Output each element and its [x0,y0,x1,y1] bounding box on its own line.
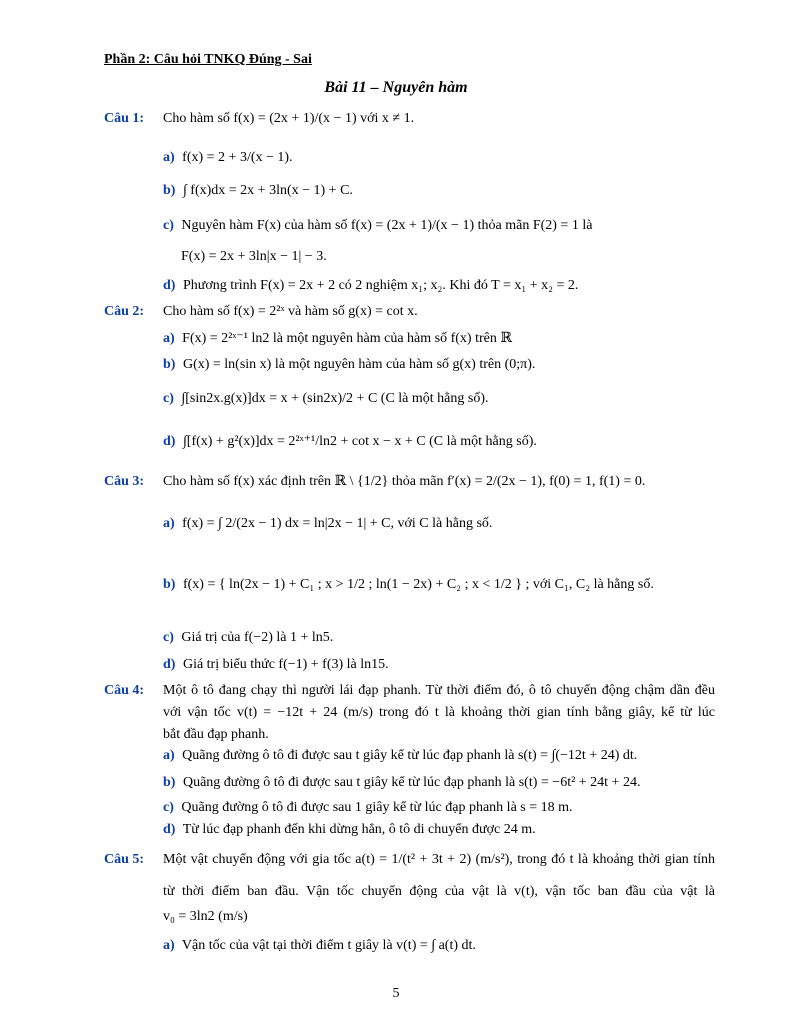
question-3-option-c [163,628,715,648]
question-2-option-c [163,389,715,409]
question-1-stem: Cho hàm số f(x) = (2x + 1)/(x − 1) với x ≠ 1. [163,111,415,126]
question-5-stem-line-3: v₀ = 3ln2 (m/s) [163,909,248,924]
question-2-option-d [163,432,715,452]
question-4-option-c [163,798,715,818]
question-1-label: Câu 1: [104,111,145,126]
option-text: Từ lúc đạp phanh đến khi dừng hẳn, ô tô di chuyển được 24 m. [182,822,536,837]
option-key: b) [163,577,176,592]
question-3-option-b [163,575,715,595]
option-text: Quãng đường ô tô đi được sau t giây kể từ lúc đạp phanh là s(t) = −6t² + 24t + 24. [182,775,641,790]
option-text: Vận tốc của vật tại thời điểm t giây là v(t) = ∫ a(t) dt. [181,938,476,953]
option-text: Giá trị biểu thức f(−1) + f(3) là ln15. [182,657,389,672]
question-1-option-a [163,148,715,168]
option-key: c) [163,218,174,233]
option-key: d) [163,434,176,449]
question-5-stem-line-2: từ thời điểm ban đầu. Vận tốc chuyển động của vật là v(t), vận tốc ban đầu của vật là [163,884,715,899]
question-5-stem-line-1: Một vật chuyển động với gia tốc a(t) = 1/(t² + 3t + 2) (m/s²), trong đó t là khoảng thời gian tính [163,852,715,867]
question-1-option-c [163,216,715,236]
option-text: Quãng đường ô tô đi được sau 1 giây kể từ lúc đạp phanh là s = 18 m. [181,800,573,815]
option-key: b) [163,357,176,372]
option-text: Nguyên hàm F(x) của hàm số f(x) = (2x + 1)/(x − 1) thỏa mãn F(2) = 1 là [181,218,593,233]
question-4-option-d [163,820,715,840]
option-key: c) [163,630,174,645]
option-text: F(x) = 2²ˣ⁻¹ ln2 là một nguyên hàm của hàm số f(x) trên ℝ [182,331,512,346]
option-text: Phương trình F(x) = 2x + 2 có 2 nghiệm x₁; x₂. Khi đó T = x₁ + x₂ = 2. [182,278,579,293]
option-key: a) [163,748,175,763]
option-key: a) [163,516,175,531]
option-text: Quãng đường ô tô đi được sau t giây kể từ lúc đạp phanh là s(t) = ∫(−12t + 24) dt. [182,748,638,763]
option-key: c) [163,391,174,406]
question-4-stem-line-1: Một ô tô đang chạy thì người lái đạp phanh. Từ thời điểm đó, ô tô chuyển động chậm dần đều [163,683,715,698]
question-2-label: Câu 2: [104,304,145,319]
option-text: f(x) = ∫ 2/(2x − 1) dx = ln|2x − 1| + C, với C là hằng số. [182,516,493,531]
option-key: d) [163,822,176,837]
question-4-option-a [163,746,715,766]
question-4-stem-line-2: với vận tốc v(t) = −12t + 24 (m/s) trong đó t là khoảng thời gian tính bằng giây, kể từ lúc [163,705,715,720]
option-key: b) [163,183,176,198]
question-4-stem-line-3: bắt đầu đạp phanh. [163,727,269,742]
question-2-option-a [163,329,715,349]
option-key: c) [163,800,174,815]
option-key: a) [163,150,175,165]
question-3-label: Câu 3: [104,474,145,489]
question-4-option-b [163,773,715,793]
page-number: 5 [392,986,400,1001]
option-text: G(x) = ln(sin x) là một nguyên hàm của hàm số g(x) trên (0;π). [182,357,536,372]
question-3-stem: Cho hàm số f(x) xác định trên ℝ \ {1/2} thỏa mãn f′(x) = 2/(2x − 1), f(0) = 1, f(1) = 0. [163,474,646,489]
question-1-option-b [163,181,715,201]
option-text: f(x) = { ln(2x − 1) + C₁ ; x > 1/2 ; ln(1 − 2x) + C₂ ; x < 1/2 } ; với C₁, C₂ là hằng số. [182,577,654,592]
option-text: ∫[f(x) + g²(x)]dx = 2²ˣ⁺¹/ln2 + cot x − x + C (C là một hằng số). [182,434,537,449]
option-key: b) [163,775,176,790]
lesson-title: Bài 11 – Nguyên hàm [324,79,468,96]
question-2-stem: Cho hàm số f(x) = 2²ˣ và hàm số g(x) = cot x. [163,304,418,319]
question-5-option-a [163,936,715,956]
question-4-label: Câu 4: [104,683,145,698]
section-title: Phần 2: Câu hỏi TNKQ Đúng - Sai [104,52,312,67]
question-3-option-a [163,514,715,534]
option-key: d) [163,278,176,293]
option-text: ∫ f(x)dx = 2x + 3ln(x − 1) + C. [182,183,353,198]
question-3-option-d [163,655,715,675]
question-5-label: Câu 5: [104,852,145,867]
option-key: d) [163,657,176,672]
option-text: ∫[sin2x.g(x)]dx = x + (sin2x)/2 + C (C là một hằng số). [181,391,489,406]
option-text: Giá trị của f(−2) là 1 + ln5. [181,630,334,645]
option-key: a) [163,938,175,953]
question-1-option-c-continuation: F(x) = 2x + 3ln|x − 1| − 3. [181,249,327,264]
question-2-option-b [163,355,715,375]
option-text: f(x) = 2 + 3/(x − 1). [182,150,293,165]
option-key: a) [163,331,175,346]
question-1-option-d [163,276,715,296]
